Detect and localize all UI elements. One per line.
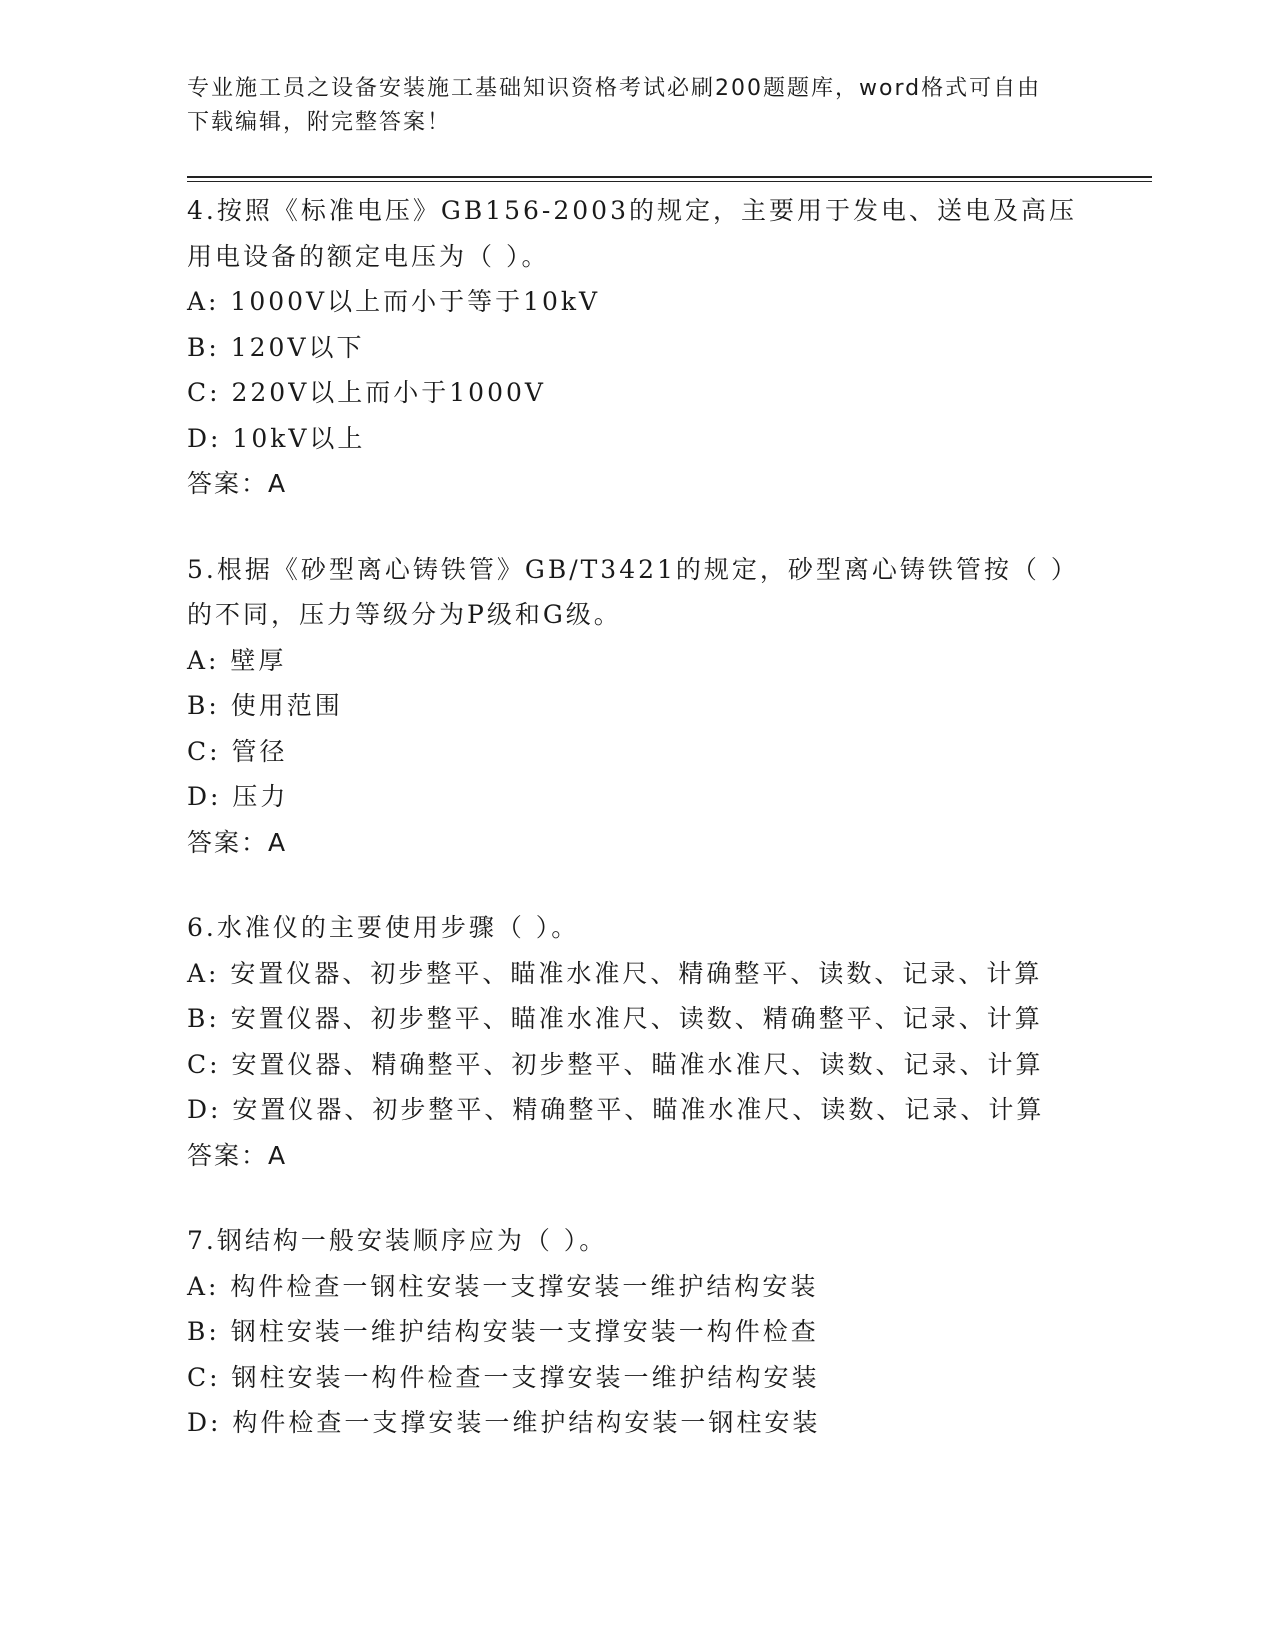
question-5 bbox=[187, 547, 1087, 866]
question-6 bbox=[187, 905, 1087, 1178]
answer: 答案：A bbox=[187, 827, 288, 857]
option-a: A: 构件检查一钢柱安装一支撑安装一维护结构安装 bbox=[187, 1271, 819, 1301]
option-c: C: 钢柱安装一构件检查一支撑安装一维护结构安装 bbox=[187, 1362, 820, 1392]
option-b: B: 使用范围 bbox=[187, 691, 343, 720]
question-text-line-1: 7.钢结构一般安装顺序应为（ ）。 bbox=[187, 1226, 608, 1255]
question-4 bbox=[187, 188, 1087, 507]
option-d: D: 安置仪器、初步整平、精确整平、瞄准水准尺、读数、记录、计算 bbox=[187, 1095, 1045, 1124]
option-d: D: 压力 bbox=[187, 782, 289, 811]
option-c: C: 管径 bbox=[187, 736, 288, 766]
document-header bbox=[187, 72, 1087, 140]
option-a: A: 安置仪器、初步整平、瞄准水准尺、精确整平、读数、记录、计算 bbox=[187, 958, 1043, 988]
answer: 答案：A bbox=[187, 469, 288, 498]
option-b: B: 安置仪器、初步整平、瞄准水准尺、读数、精确整平、记录、计算 bbox=[187, 1004, 1043, 1033]
question-text-line-2: 的不同，压力等级分为P级和G级。 bbox=[187, 600, 622, 629]
header-divider-thin bbox=[187, 181, 1152, 182]
option-c: C: 安置仪器、精确整平、初步整平、瞄准水准尺、读数、记录、计算 bbox=[187, 1049, 1044, 1079]
answer: 答案：A bbox=[187, 1140, 288, 1170]
option-d: D: 10kV以上 bbox=[187, 423, 366, 453]
option-c: C: 220V以上而小于1000V bbox=[187, 378, 546, 407]
option-d: D: 构件检查一支撑安装一维护结构安装一钢柱安装 bbox=[187, 1408, 821, 1437]
question-text-line-1: 5.根据《砂型离心铸铁管》GB/T3421的规定，砂型离心铸铁管按（ ） bbox=[187, 554, 1079, 584]
header-line-2: 下载编辑，附完整答案！ bbox=[187, 110, 452, 135]
option-a: A: 壁厚 bbox=[187, 645, 287, 675]
question-7 bbox=[187, 1218, 1087, 1446]
question-text-line-1: 6.水准仪的主要使用步骤（ ）。 bbox=[187, 913, 580, 942]
question-list bbox=[187, 188, 1087, 1486]
header-line-1: 专业施工员之设备安装施工基础知识资格考试必刷200题题库，word格式可自由 bbox=[187, 76, 1042, 101]
option-a: A: 1000V以上而小于等于10kV bbox=[187, 287, 601, 316]
option-b: B: 120V以下 bbox=[187, 332, 365, 362]
question-text-line-2: 用电设备的额定电压为（ ）。 bbox=[187, 241, 550, 271]
option-b: B: 钢柱安装一维护结构安装一支撑安装一构件检查 bbox=[187, 1317, 819, 1346]
question-text-line-1: 4.按照《标准电压》GB156-2003的规定，主要用于发电、送电及高压 bbox=[187, 196, 1077, 225]
header-divider-thick bbox=[187, 176, 1152, 178]
